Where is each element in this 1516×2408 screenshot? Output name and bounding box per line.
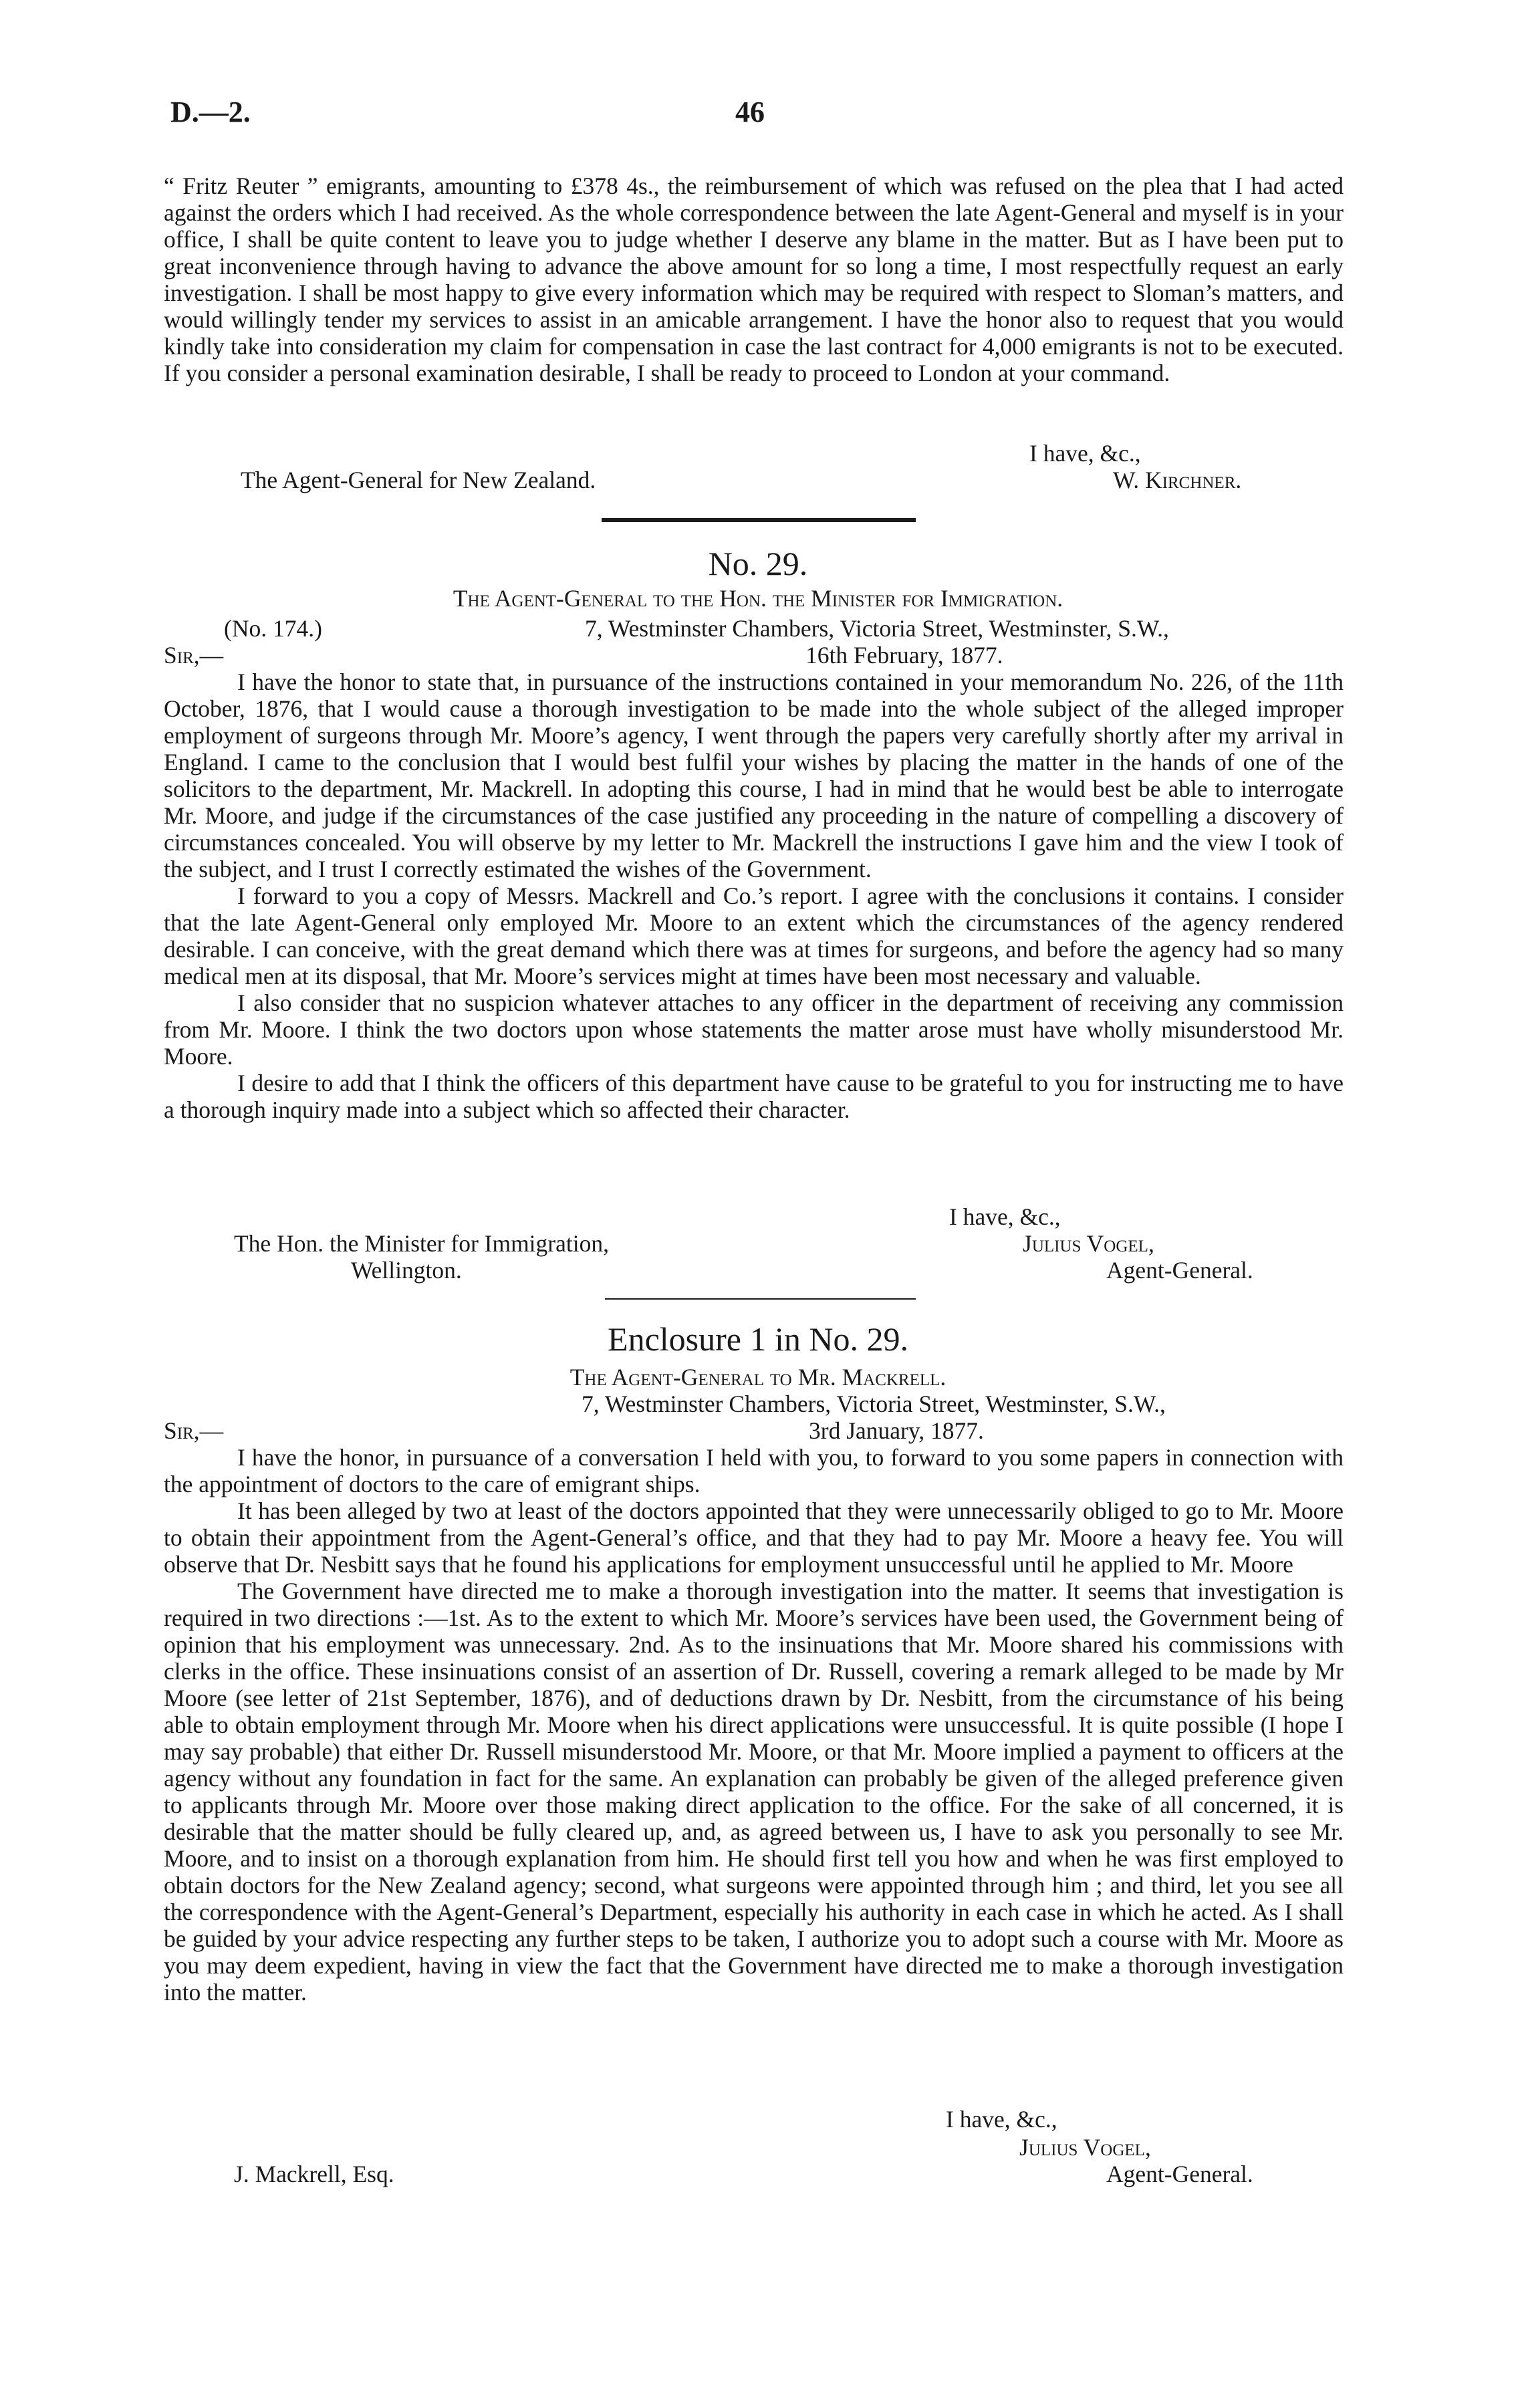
enclosure-subtitle: The Agent-General to Mr. Mackrell. xyxy=(570,1364,946,1391)
kirchner-addressee: The Agent-General for New Zealand. xyxy=(241,467,596,493)
letter-closing: I have, &c., xyxy=(949,1203,1061,1230)
letter-date: 16th February, 1877. xyxy=(805,642,1003,669)
enclosure-paragraph: The Government have directed me to make a thorough investigation into the matter. It seems that investigation is required in two directions :—1st. As to the extent to which Mr. Moore’s services have been used, the Government being of opinion that his employment was unnecessary. 2nd. As to the insinuations that Mr. Moore shared his commissions with clerks in the office. These insinuations consist of an assertion of Dr. Russell, covering a remark alleged to be made by Mr Moore (see letter of 21st September, 1876), and of deductions drawn by Dr. Nesbitt, from the circumstance of his being able to obtain employment through Mr. Moore when his direct applications were unsuccessful. It is quite possible (I hope I may say probable) that either Dr. Russell misunderstood Mr. Moore, or that Mr. Moore implied a payment to officers at the agency without any foundation in fact for the same. An explanation can probably be given of the alleged preference given to applicants through Mr. Moore over those making direct application to the office. For the sake of all concerned, it is desirable that the matter should be fully cleared up, and, as agreed between us, I have to ask you personally to see Mr. Moore, and to insist on a thorough explanation from him. He should first tell you how and when he was first employed to obtain doctors for the New Zealand agency; second, what surgeons were appointed through him ; and third, let you see all the correspondence with the Agent-General’s Department, especially his authority in each case in which he acted. As I shall be guided by your advice respecting any further steps to be taken, I authorize you to adopt such a course with Mr. Moore as you may deem expedient, having in view the fact that the Government have directed me to make a thorough investigation into the matter. xyxy=(164,1578,1344,2006)
enclosure-salutation: Sir,— xyxy=(164,1417,224,1444)
kirchner-closing: I have, &c., xyxy=(1029,440,1141,467)
letter-salutation: Sir,— xyxy=(164,642,224,669)
enclosure-address: 7, Westminster Chambers, Victoria Street, Westminster, S.W., xyxy=(582,1391,1166,1417)
letter-signature: Julius Vogel, xyxy=(1023,1230,1154,1257)
enclosure-date: 3rd January, 1877. xyxy=(809,1417,984,1444)
enclosure-signature-title: Agent-General. xyxy=(1106,2161,1253,2187)
letter-paragraph: I have the honor to state that, in pursuance of the instructions contained in your memorandum No. 226, of the 11th October, 1876, that I would cause a thorough investigation to be made into the whole subject of the alleged improper employment of surgeons through Mr. Moore’s agency, I went through the papers very carefully shortly after my arrival in England. I came to the conclusion that I would best fulfil your wishes by placing the matter in the hands of one of the solicitors to the department, Mr. Mackrell. In adopting this course, I had in mind that he would best be able to interrogate Mr. Moore, and judge if the circumstances of the case justified any proceeding in the nature of compelling a discovery of circumstances concealed. You will observe by my letter to Mr. Mackrell the instructions I gave him and the view I took of the subject, and I trust I correctly estimated the wishes of the Government. xyxy=(164,669,1344,882)
vogel-letter-body xyxy=(164,669,1344,1123)
enclosure-addressee: J. Mackrell, Esq. xyxy=(234,2161,394,2187)
letter-signature-title: Agent-General. xyxy=(1106,1257,1253,1284)
letter-addressee-city: Wellington. xyxy=(351,1257,462,1284)
enclosure-paragraph: I have the honor, in pursuance of a conversation I held with you, to forward to you some papers in connection with the appointment of doctors to the care of emigrant ships. xyxy=(164,1444,1344,1497)
enclosure-signature: Julius Vogel, xyxy=(1019,2134,1151,2161)
section-divider-thin xyxy=(605,1298,916,1301)
enclosure-letter-body xyxy=(164,1444,1344,2006)
enclosure-paragraph: It has been alleged by two at least of the doctors appointed that they were unnecessarily obliged to go to Mr. Moore to obtain their appointment from the Agent-General’s office, and that they had to pay Mr. Moore a heavy fee. You will observe that Dr. Nesbitt says that he found his applications for employment unsuccessful until he applied to Mr. Moore xyxy=(164,1497,1344,1578)
series-code: D.—2. xyxy=(170,96,251,128)
letter-address: 7, Westminster Chambers, Victoria Street, Westminster, S.W., xyxy=(585,615,1169,642)
section-divider xyxy=(602,518,916,523)
kirchner-letter-body xyxy=(164,172,1344,386)
enclosure-closing: I have, &c., xyxy=(946,2106,1057,2133)
letter-paragraph: I desire to add that I think the officers of this department have cause to be grateful to you for instructing me to have a thorough inquiry made into a subject which so affected their character. xyxy=(164,1070,1344,1123)
letter-subtitle: The Agent-General to the Hon. the Minister for Immigration. xyxy=(453,585,1063,612)
page-number: 46 xyxy=(735,96,765,128)
letter-paragraph: I forward to you a copy of Messrs. Mackrell and Co.’s report. I agree with the conclusions it contains. I consider that the late Agent-General only employed Mr. Moore to an extent which the circumstances of the agency rendered desirable. I can conceive, with the great demand which there was at times for surgeons, and before the agency had so many medical men at its disposal, that Mr. Moore’s services might at times have been most necessary and valuable. xyxy=(164,882,1344,989)
enclosure-title: Enclosure 1 in No. 29. xyxy=(608,1320,908,1358)
letter-paragraph: I also consider that no suspicion whatever attaches to any officer in the department of receiving any commission from Mr. Moore. I think the two doctors upon whose statements the matter arose must have wholly misunderstood Mr. Moore. xyxy=(164,989,1344,1070)
letter-number-title: No. 29. xyxy=(708,545,808,582)
kirchner-paragraph: “ Fritz Reuter ” emigrants, amounting to £378 4s., the reimbursement of which was refused on the plea that I had acted against the orders which I had received. As the whole correspondence between the late Agent-General and myself is in your office, I shall be quite content to leave you to judge whether I deserve any blame in the matter. But as I have been put to great inconvenience through having to advance the above amount for so long a time, I most respectfully request an early investigation. I shall be most happy to give every information which may be required with respect to Sloman’s matters, and would willingly tender my services to assist in an amicable arrangement. I have the honor also to request that you would kindly take into consideration my claim for compensation in case the last contract for 4,000 emigrants is not to be executed. If you consider a personal examination desirable, I shall be ready to proceed to London at your command. xyxy=(164,172,1344,386)
letter-addressee: The Hon. the Minister for Immigration, xyxy=(234,1230,609,1257)
letter-reference: (No. 174.) xyxy=(224,615,322,642)
kirchner-signature: W. Kirchner. xyxy=(1113,467,1242,493)
